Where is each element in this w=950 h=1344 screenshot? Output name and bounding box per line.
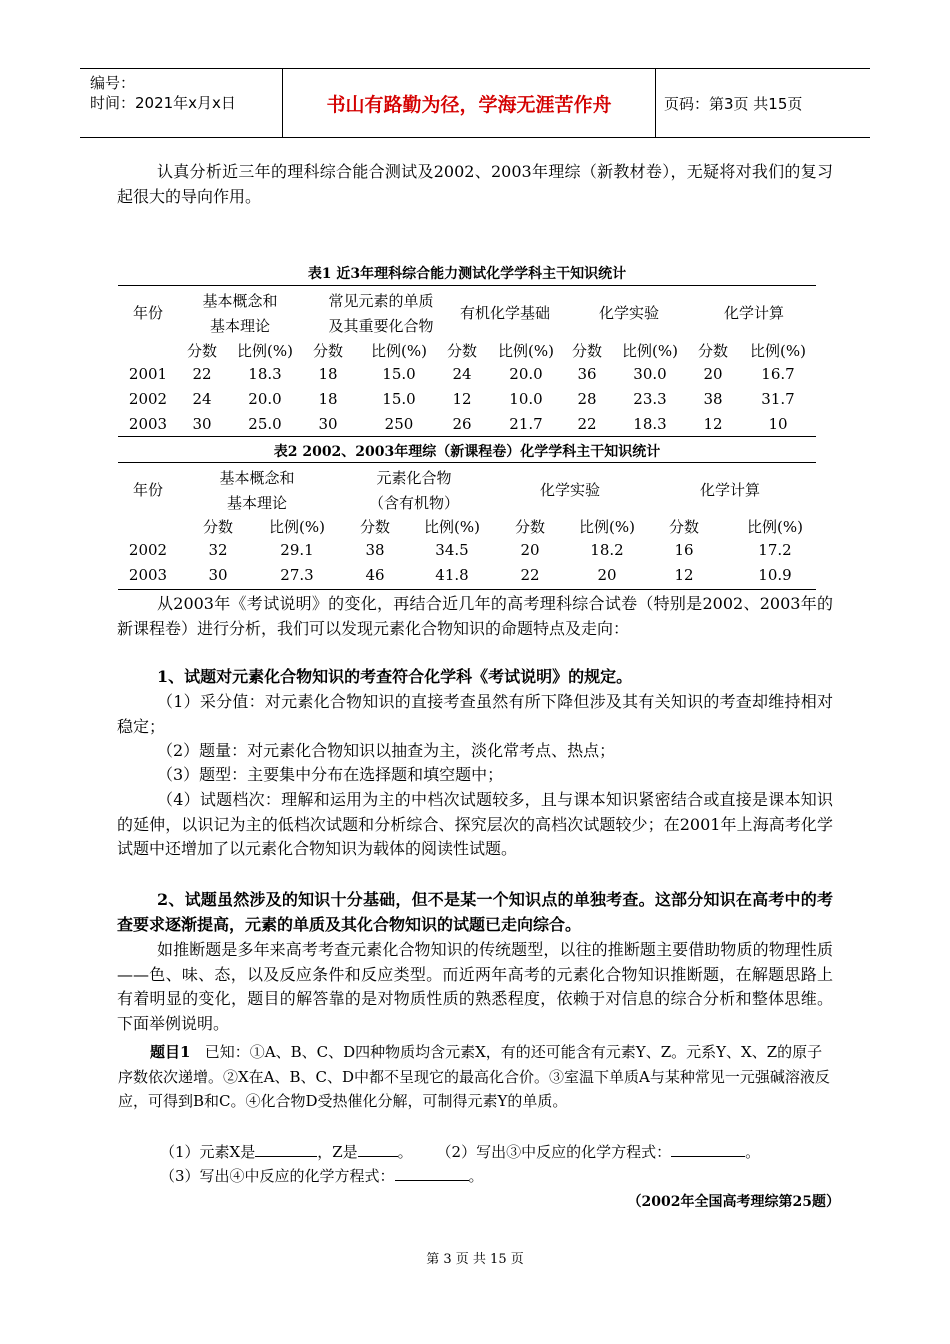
table2-sub-header: 比例(%)	[424, 518, 480, 536]
analysis-paragraph: 从2003年《考试说明》的变化，再结合近几年的高考理科综合试卷（特别是2002、2003年的新课程卷）进行分析，我们可以发现元素化合物知识的命题特点及走向：	[117, 594, 833, 638]
table1-cell: 2001	[128, 365, 168, 383]
table2-year-header: 年份	[132, 481, 163, 499]
q3-end: 。	[468, 1167, 484, 1185]
question-text: 已知：①A、B、C、D四种物质均含元素X，有的还可能含有元素Y、Z。元系Y、X、Z的原子序数依次递增。②X在A、B、C、D中都不呈现它的最高化合价。③室温下单质A与某种常见一元强碱溶液反应，可得到B和C。④化合物D受热催化分解，可制得元素Y的单质。	[118, 1043, 830, 1110]
table2-sub-header: 比例(%)	[579, 518, 635, 536]
point1-item4: （4）试题档次：理解和运用为主的中档次试题较多，且与课本知识紧密结合或直接是课本知识的延伸，以识记为主的低档次试题和分析综合、探究层次的高档次试题较少；在2001年上海高考化学试题中还增加了以元素化合物知识为载体的阅读性试题。	[117, 790, 833, 858]
table2-cell: 18.2	[590, 541, 624, 559]
table2-top-rule	[118, 462, 816, 463]
table2-cell: 16	[674, 541, 694, 559]
point1-heading: 1、试题对元素化合物知识的考查符合化学科《考试说明》的规定。	[157, 667, 633, 686]
point2-heading: 2、试题虽然涉及的知识十分基础，但不是某一个知识点的单独考查。这部分知识在高考中的考查要求逐渐提高，元素的单质及其化合物知识的试题已走向综合。	[117, 890, 833, 934]
table2-cell: 17.2	[758, 541, 792, 559]
table1-cell: 22	[577, 415, 597, 433]
table1-year-header: 年份	[132, 304, 163, 322]
table1-cell: 20	[703, 365, 723, 383]
table1-cell: 20.0	[248, 390, 282, 408]
table2-group-header: 元素化合物	[376, 469, 452, 487]
table2-cell: 2002	[128, 541, 168, 559]
table1-cell: 36	[577, 365, 597, 383]
table1-cell: 22	[192, 365, 212, 383]
table1-cell: 2003	[128, 415, 168, 433]
table2-cell: 32	[208, 541, 228, 559]
table1-cell: 12	[703, 415, 723, 433]
table1-bottom-rule	[118, 436, 816, 437]
table1-sub-header: 分数	[446, 342, 477, 360]
point1-item1: （1）采分值：对元素化合物知识的直接考查虽然有所下降但涉及其有关知识的考查却维持相对稳定；	[117, 692, 833, 736]
table2-cell: 38	[365, 541, 385, 559]
table1-group-header: 常见元素的单质	[328, 292, 434, 310]
table1-cell: 18	[318, 365, 338, 383]
table2-cell: 34.5	[435, 541, 469, 559]
page-footer: 第 3 页 共 15 页	[426, 1252, 524, 1267]
q1-end: 。	[397, 1143, 413, 1161]
header-time: 时间：2021年x月x日	[90, 94, 236, 112]
table2-group-header: 基本理论	[226, 494, 287, 512]
table1-caption: 表1 近3年理科综合能力测试化学学科主干知识统计	[307, 266, 627, 282]
table2-cell: 46	[365, 566, 385, 584]
table2-sub-header: 分数	[359, 518, 390, 536]
table1-top-rule	[118, 285, 816, 286]
point1-item2: （2）题量：对元素化合物知识以抽查为主，淡化常考点、热点；	[157, 741, 616, 760]
q1-middle: ，Z是	[317, 1143, 358, 1161]
table1-cell: 10	[768, 415, 788, 433]
table2-cell: 12	[674, 566, 694, 584]
page-header	[80, 68, 870, 138]
answer-blank-q3[interactable]	[395, 1166, 469, 1181]
table1-cell: 18.3	[248, 365, 282, 383]
q2-end: 。	[745, 1143, 761, 1161]
table2-cell: 22	[520, 566, 540, 584]
table1-cell: 30.0	[633, 365, 667, 383]
table1-sub-header: 比例(%)	[622, 342, 678, 360]
table2-cell: 2003	[128, 566, 168, 584]
table2-sub-header: 分数	[514, 518, 545, 536]
table2-cell: 29.1	[280, 541, 314, 559]
table2-sub-header: 比例(%)	[747, 518, 803, 536]
table1-sub-header: 比例(%)	[498, 342, 554, 360]
table1-group-header: 基本理论	[209, 317, 270, 335]
table1-cell: 20.0	[509, 365, 543, 383]
answer-blank-x[interactable]	[255, 1142, 317, 1157]
table1-cell: 30	[192, 415, 212, 433]
question-label: 题目1	[150, 1043, 191, 1061]
table2-caption: 表2 2002、2003年理综（新课程卷）化学学科主干知识统计	[273, 444, 661, 460]
table1-group-header: 及其重要化合物	[328, 317, 434, 335]
table1-cell: 24	[192, 390, 212, 408]
header-meta	[80, 69, 283, 137]
q3-prefix: （3）写出④中反应的化学方程式：	[160, 1167, 395, 1185]
header-code: 编号：	[90, 74, 136, 92]
table1-group-header: 有机化学基础	[459, 304, 550, 322]
table2-cell: 20	[597, 566, 617, 584]
table2-sub-header: 分数	[202, 518, 233, 536]
header-motto: 书山有路勤为径，学海无涯苦作舟	[283, 69, 656, 137]
table1-sub-header: 分数	[571, 342, 602, 360]
question-source: （2002年全国高考理综第25题）	[627, 1194, 840, 1210]
table1-group-header: 化学实验	[598, 304, 659, 322]
answer-blank-z[interactable]	[358, 1142, 398, 1157]
table1-sub-header: 分数	[697, 342, 728, 360]
table2-bottom-rule	[118, 589, 816, 590]
table1-cell: 10.0	[509, 390, 543, 408]
table2-group-header: 基本概念和	[219, 469, 295, 487]
table1-sub-header: 比例(%)	[750, 342, 806, 360]
q2-prefix: （2）写出③中反应的化学方程式：	[436, 1143, 672, 1161]
point1-item3: （3）题型：主要集中分布在选择题和填空题中；	[157, 765, 504, 784]
table2-group-header: 化学计算	[699, 481, 760, 499]
table1-cell: 38	[703, 390, 723, 408]
table1-cell: 250	[384, 415, 414, 433]
table1-cell: 23.3	[633, 390, 667, 408]
table2-cell: 20	[520, 541, 540, 559]
table1-sub-header: 分数	[186, 342, 217, 360]
table1-group-header: 基本概念和	[202, 292, 278, 310]
table1-cell: 15.0	[382, 390, 416, 408]
question-stem	[118, 1040, 834, 1114]
table1-sub-header: 分数	[312, 342, 343, 360]
table2-group-header: （含有机物）	[368, 494, 459, 512]
table1-cell: 28	[577, 390, 597, 408]
table1-group-header: 化学计算	[723, 304, 784, 322]
table1-cell: 18.3	[633, 415, 667, 433]
table1-cell: 30	[318, 415, 338, 433]
table1-sub-header: 比例(%)	[237, 342, 293, 360]
table2-cell: 27.3	[280, 566, 314, 584]
table1-cell: 24	[452, 365, 472, 383]
table1-cell: 18	[318, 390, 338, 408]
table1-cell: 25.0	[248, 415, 282, 433]
table1-cell: 15.0	[382, 365, 416, 383]
q1-prefix: （1）元素X是	[160, 1143, 256, 1161]
question-parts-1-2	[160, 1140, 840, 1165]
table1-cell: 16.7	[761, 365, 795, 383]
table2-sub-header: 比例(%)	[269, 518, 325, 536]
header-page: 页码：第3页 共15页	[664, 94, 803, 113]
answer-blank-q2[interactable]	[671, 1142, 745, 1157]
table1-cell: 21.7	[509, 415, 543, 433]
table1-cell: 12	[452, 390, 472, 408]
intro-paragraph: 认真分析近三年的理科综合能合测试及2002、2003年理综（新教材卷），无疑将对我们的复习起很大的导向作用。	[117, 162, 833, 206]
table1-cell: 31.7	[761, 390, 795, 408]
table2-sub-header: 分数	[668, 518, 699, 536]
table1-cell: 26	[452, 415, 472, 433]
question-part-3	[160, 1164, 840, 1189]
table2-cell: 41.8	[435, 566, 469, 584]
table2-group-header: 化学实验	[539, 481, 600, 499]
table2-cell: 30	[208, 566, 228, 584]
table1-cell: 2002	[128, 390, 168, 408]
table1-sub-header: 比例(%)	[371, 342, 427, 360]
table2-cell: 10.9	[758, 566, 792, 584]
inference-paragraph: 如推断题是多年来高考考查元素化合物知识的传统题型，以往的推断题主要借助物质的物理性质——色、味、态，以及反应条件和反应类型。而近两年高考的元素化合物知识推断题，在解题思路上有着明显的变化，题目的解答靠的是对物质性质的熟悉程度，依赖于对信息的综合分析和整体思维。下面举例说明。	[117, 940, 833, 1033]
